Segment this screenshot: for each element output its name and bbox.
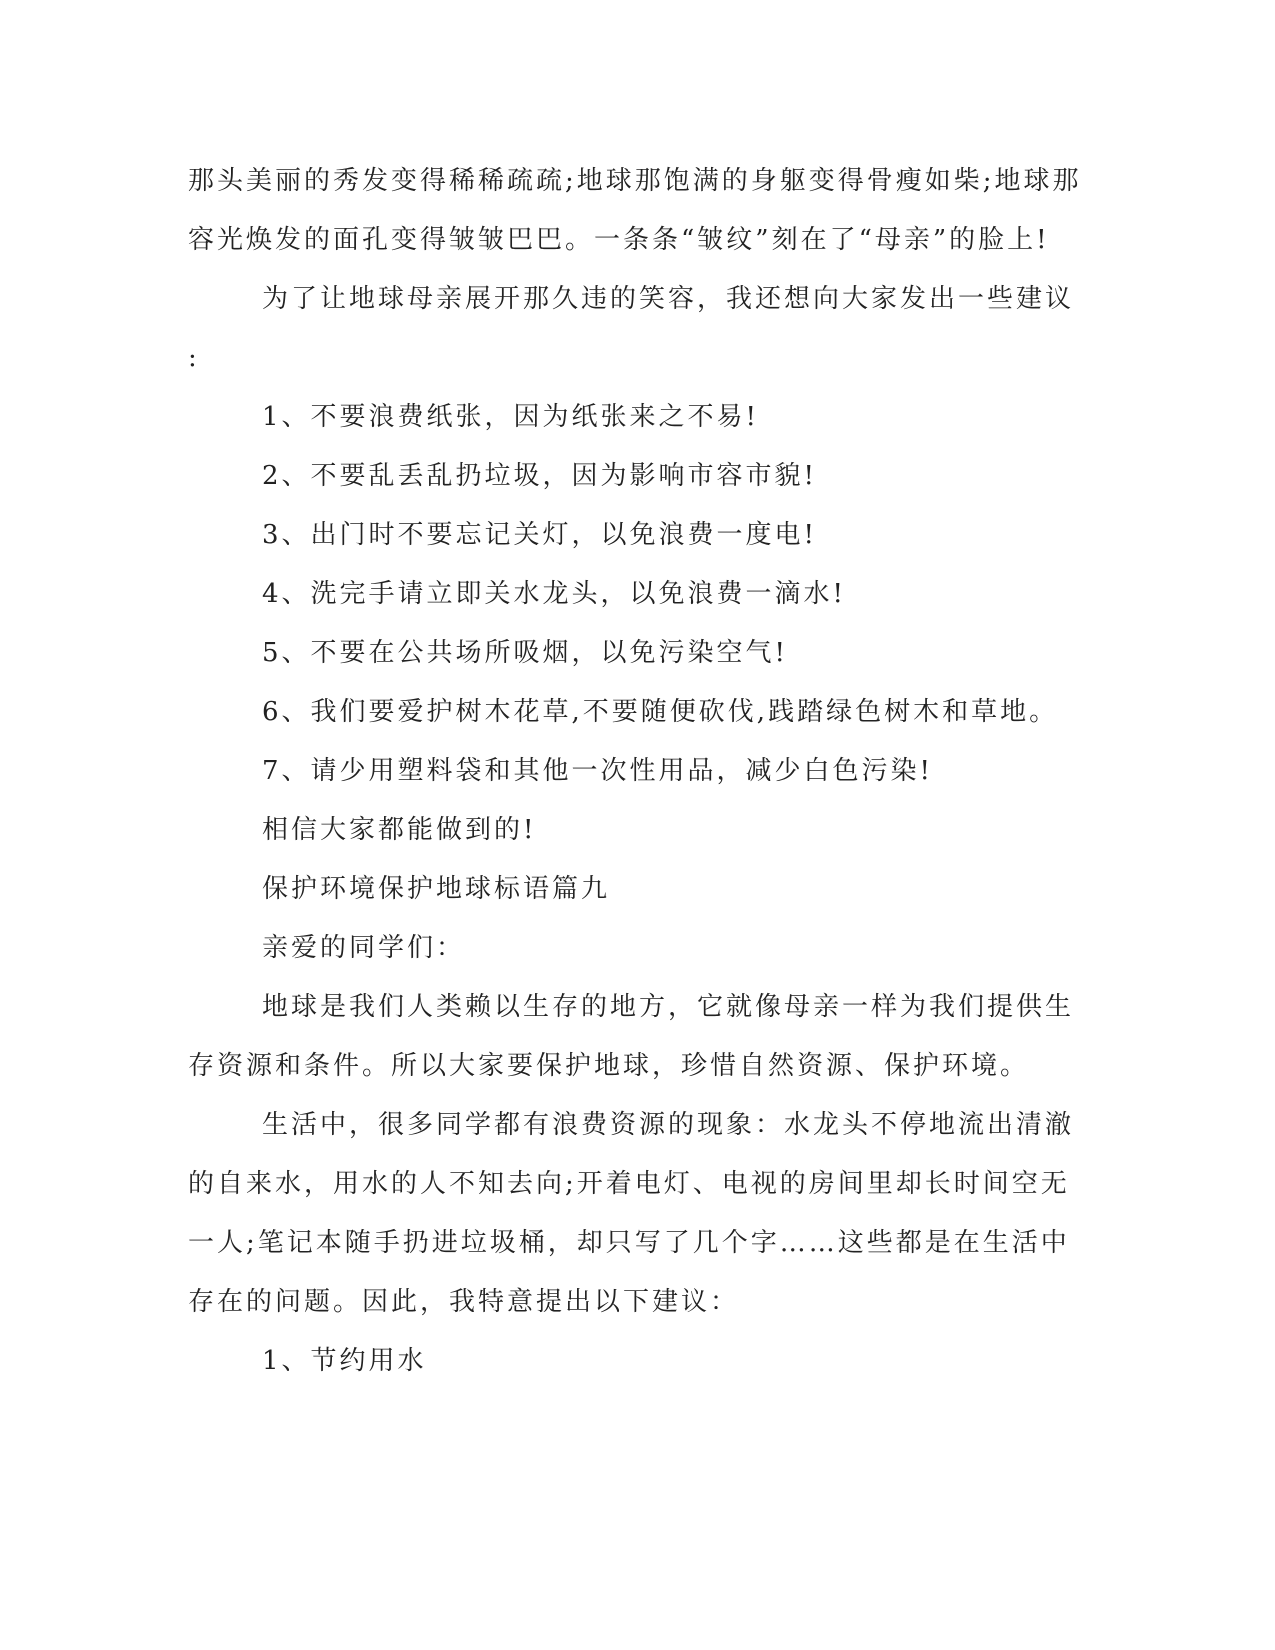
body-text-line: 的自来水，用水的人不知去向;开着电灯、电视的房间里却长时间空无	[188, 1169, 1070, 1199]
body-text-line: 存在的问题。因此，我特意提出以下建议：	[188, 1287, 740, 1317]
body-text-line: 一人;笔记本随手扔进垃圾桶，却只写了几个字……这些都是在生活中	[188, 1228, 1070, 1258]
list-item: 1、不要浪费纸张，因为纸张来之不易!	[262, 402, 759, 432]
closing-sentence: 相信大家都能做到的!	[262, 815, 537, 845]
list-item: 7、请少用塑料袋和其他一次性用品，减少白色污染!	[262, 756, 933, 786]
paragraph-first-line: 地球是我们人类赖以生存的地方，它就像母亲一样为我们提供生	[262, 992, 1075, 1022]
list-item: 6、我们要爱护树木花草,不要随便砍伐,践踏绿色树木和草地。	[262, 697, 1059, 727]
body-text-line: 容光焕发的面孔变得皱皱巴巴。一条条“皱纹”刻在了“母亲”的脸上!	[188, 225, 1050, 255]
list-item: 1、节约用水	[262, 1346, 427, 1376]
body-text-line: 存资源和条件。所以大家要保护地球，珍惜自然资源、保护环境。	[188, 1051, 1030, 1081]
section-title: 保护环境保护地球标语篇九	[262, 874, 611, 904]
paragraph-first-line: 为了让地球母亲展开那久违的笑容，我还想向大家发出一些建议	[262, 284, 1075, 314]
body-text-line: 那头美丽的秀发变得稀稀疏疏;地球那饱满的身躯变得骨瘦如柴;地球那	[188, 166, 1082, 196]
paragraph-first-line: 生活中，很多同学都有浪费资源的现象：水龙头不停地流出清澈	[262, 1110, 1075, 1140]
body-text-line: :	[188, 343, 200, 373]
list-item: 4、洗完手请立即关水龙头，以免浪费一滴水!	[262, 579, 846, 609]
list-item: 2、不要乱丢乱扔垃圾，因为影响市容市貌!	[262, 461, 817, 491]
list-item: 3、出门时不要忘记关灯，以免浪费一度电!	[262, 520, 817, 550]
list-item: 5、不要在公共场所吸烟，以免污染空气!	[262, 638, 788, 668]
salutation: 亲爱的同学们：	[262, 933, 466, 963]
